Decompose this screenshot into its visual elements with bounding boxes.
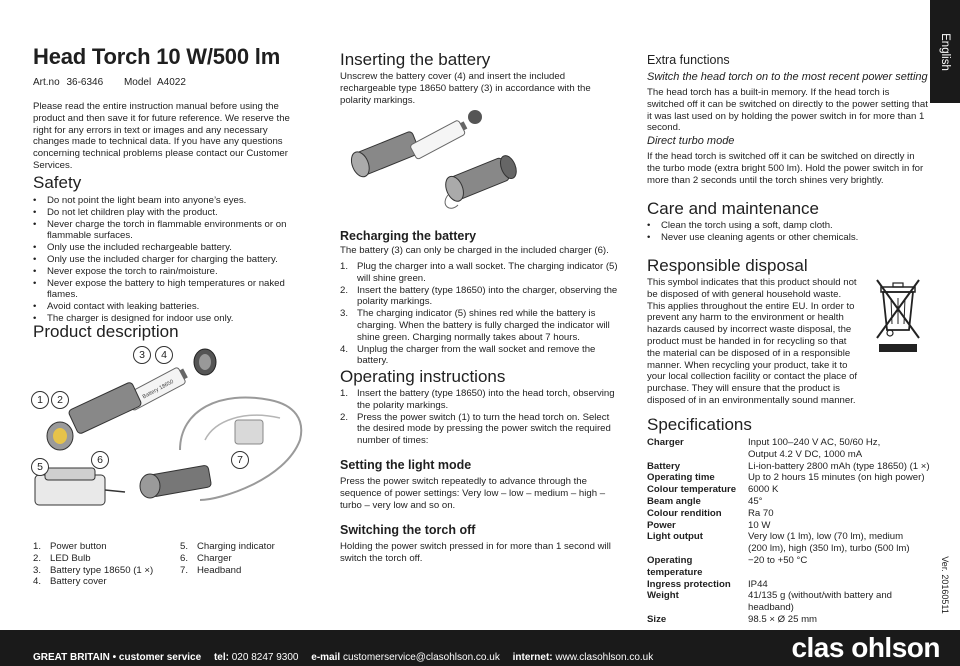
footer-phone[interactable]: 020 8247 9300 bbox=[231, 652, 299, 663]
table-row: Weight 41/135 g (without/with battery and headband) bbox=[647, 590, 892, 614]
recharging-heading: Recharging the battery bbox=[340, 229, 477, 243]
footer-email-link[interactable]: customerservice@clasohlson.co.uk bbox=[342, 652, 500, 663]
list-item: 6. Charger bbox=[180, 552, 232, 564]
safety-heading: Safety bbox=[33, 173, 82, 192]
callout-7: 7 bbox=[231, 451, 249, 469]
callout-5: 5 bbox=[31, 458, 49, 476]
svg-text:Battery 18650: Battery 18650 bbox=[141, 378, 175, 401]
list-item: • Only use the included rechargeable battery. bbox=[33, 242, 305, 254]
extra-sub2: Direct turbo mode bbox=[647, 135, 735, 147]
extra-heading: Extra functions bbox=[647, 53, 730, 67]
table-row: Beam angle 45° bbox=[647, 495, 763, 507]
list-item: 1. Plug the charger into a wall socket. The charging indicator (5) will shine green. bbox=[340, 261, 618, 284]
callout-6: 6 bbox=[91, 451, 109, 469]
list-item: • Never expose the battery to high temperatures or naked flames. bbox=[33, 278, 305, 302]
table-row: Light output Very low (1 lm), low (70 lm), medium bbox=[647, 531, 904, 543]
mode-text: Press the power switch repeatedly to advance through the sequence of power settings: Very low – low – medium – high – turbo – very low and so on. bbox=[340, 476, 606, 511]
version-label: Ver. 20160511 bbox=[940, 556, 950, 614]
list-item: • Never use cleaning agents or other chemicals. bbox=[647, 232, 927, 244]
list-item: 3. Battery type 18650 (1 ×) bbox=[33, 564, 154, 576]
list-item: 1. Insert the battery (type 18650) into the head torch, observing the polarity markings. bbox=[340, 388, 615, 411]
inserting-illustration bbox=[340, 105, 620, 225]
list-item: 2. Press the power switch (1) to turn the head torch on. Select the desired mode by pressing the power switch the required number of times: bbox=[340, 411, 611, 447]
operating-heading: Operating instructions bbox=[340, 367, 506, 386]
list-item: 4. Battery cover bbox=[33, 576, 107, 588]
list-item: 3. The charging indicator (5) shines red while the battery is charging. When the battery is fully charged the indicator will shine green. Charging normally takes about 7 hours. bbox=[340, 308, 610, 343]
parts-list-right bbox=[180, 541, 300, 576]
extra-sub1: Switch the head torch on to the most recent power setting bbox=[647, 71, 928, 83]
extra-text1: The head torch has a built-in memory. If the head torch is switched off it can be switched on directly to the power setting that it was last used on by holding the power switch in for more than 1 second. bbox=[647, 87, 928, 134]
list-item: • Do not let children play with the product. bbox=[33, 207, 305, 219]
extra-text2: If the head torch is switched off it can be switched on directly in the turbo mode (extra bright 500 lm). Hold the power switch in for more than 2 seconds until the torch shines very brightly. bbox=[647, 151, 924, 186]
table-row: Colour rendition Ra 70 bbox=[647, 507, 774, 519]
list-item: • Only use the included charger for charging the battery. bbox=[33, 254, 305, 266]
charger-drawing bbox=[35, 468, 125, 505]
list-item: 7. Headband bbox=[180, 564, 242, 576]
product-illustration bbox=[30, 340, 320, 540]
specs-heading: Specifications bbox=[647, 415, 752, 434]
footer-contact: GREAT BRITAIN • customer service tel: 020 8247 9300 e-mail customerservice@clasohlson.co.uk internet: www.clasohlson.co.uk bbox=[33, 652, 654, 663]
off-text: Holding the power switch pressed in for more than 1 second will switch the torch off. bbox=[340, 541, 611, 564]
table-row: Operating time Up to 2 hours 15 minutes (on high power) bbox=[647, 472, 925, 484]
table-row: Output 4.2 V DC, 1000 mA bbox=[748, 448, 863, 460]
table-row: Size 98.5 × Ø 25 mm bbox=[647, 613, 818, 625]
list-item: • Do not point the light beam into anyone’s eyes. bbox=[33, 195, 305, 207]
disposal-text: This symbol indicates that this product should not be disposed of with general household waste. This applies throughout the entire EU. In order to prevent any harm to the environment or health hazards caused by incorrect waste disposal, the product must be handed in for recycling so that the material can be disposed of in a responsible manner. When recycling your product, take it to your local collection facility or contact the place of purchase. They will ensure that the product is disposed of in an environmentally sound manner. bbox=[647, 277, 858, 406]
footer-website-link[interactable]: www.clasohlson.co.uk bbox=[555, 652, 654, 663]
callout-2: 2 bbox=[51, 391, 69, 409]
list-item: 4. Unplug the charger from the wall socket and remove the battery. bbox=[340, 343, 596, 367]
table-row: Power 10 W bbox=[647, 519, 771, 531]
footer-bar bbox=[0, 630, 960, 666]
callout-1: 1 bbox=[31, 391, 49, 409]
weee-bin-icon bbox=[873, 278, 923, 354]
disposal-heading: Responsible disposal bbox=[647, 256, 808, 275]
table-row: Charger Input 100–240 V AC, 50/60 Hz, bbox=[647, 437, 881, 448]
list-item: • Clean the torch using a soft, damp cloth. bbox=[647, 220, 927, 232]
callout-4: 4 bbox=[155, 346, 173, 364]
table-row: (200 lm), high (350 lm), turbo (500 lm) bbox=[748, 543, 910, 555]
list-item: 1. Power button bbox=[33, 541, 107, 552]
specs-table bbox=[647, 437, 937, 626]
operating-steps bbox=[340, 388, 618, 447]
article-info: Art.no 36-6346 Model A4022 bbox=[33, 77, 186, 88]
callout-3: 3 bbox=[133, 346, 151, 364]
table-row: Ingress protection IP44 bbox=[647, 578, 768, 590]
language-tab: English bbox=[930, 0, 960, 103]
care-heading: Care and maintenance bbox=[647, 199, 820, 218]
list-item: • Avoid contact with leaking batteries. bbox=[33, 301, 305, 313]
mode-heading: Setting the light mode bbox=[340, 458, 472, 472]
care-list bbox=[647, 220, 927, 244]
recharging-text: The battery (3) can only be charged in the included charger (6). bbox=[340, 245, 609, 256]
table-row: Battery Li-ion-battery 2800 mAh (type 18650) (1 ×) bbox=[647, 460, 930, 472]
table-row: Operating temperature −20 to +50 °C bbox=[647, 554, 808, 578]
list-item: 5. Charging indicator bbox=[180, 541, 275, 552]
recharging-steps bbox=[340, 261, 618, 367]
inserting-heading: Inserting the battery bbox=[340, 50, 491, 69]
list-item: 2. LED Bulb bbox=[33, 552, 91, 564]
brand-logo: clas ohlson bbox=[791, 632, 940, 663]
list-item: • Never expose the torch to rain/moisture. bbox=[33, 266, 305, 278]
parts-list-left bbox=[33, 541, 173, 588]
list-item: 2. Insert the battery (type 18650) into the charger, observing the polarity markings. bbox=[340, 284, 618, 308]
list-item: • The charger is designed for indoor use only. bbox=[33, 313, 305, 325]
inserting-text: Unscrew the battery cover (4) and insert the included rechargeable type 18650 battery (3) in accordance with the polarity markings. bbox=[340, 71, 591, 106]
intro-text: Please read the entire instruction manual before using the product and then save it for future reference. We reserve the right for any errors in text or images and any necessary changes made to technical data. If you have any questions concerning technical problems please contact our Customer Services. bbox=[33, 101, 290, 171]
list-item: • Never charge the torch in flammable environments or on flammable surfaces. bbox=[33, 219, 305, 243]
table-row: Colour temperature 6000 K bbox=[647, 484, 779, 496]
product-heading: Product description bbox=[33, 322, 179, 341]
page-title: Head Torch 10 W/500 lm bbox=[33, 44, 281, 69]
safety-list bbox=[33, 195, 305, 325]
off-heading: Switching the torch off bbox=[340, 523, 476, 537]
